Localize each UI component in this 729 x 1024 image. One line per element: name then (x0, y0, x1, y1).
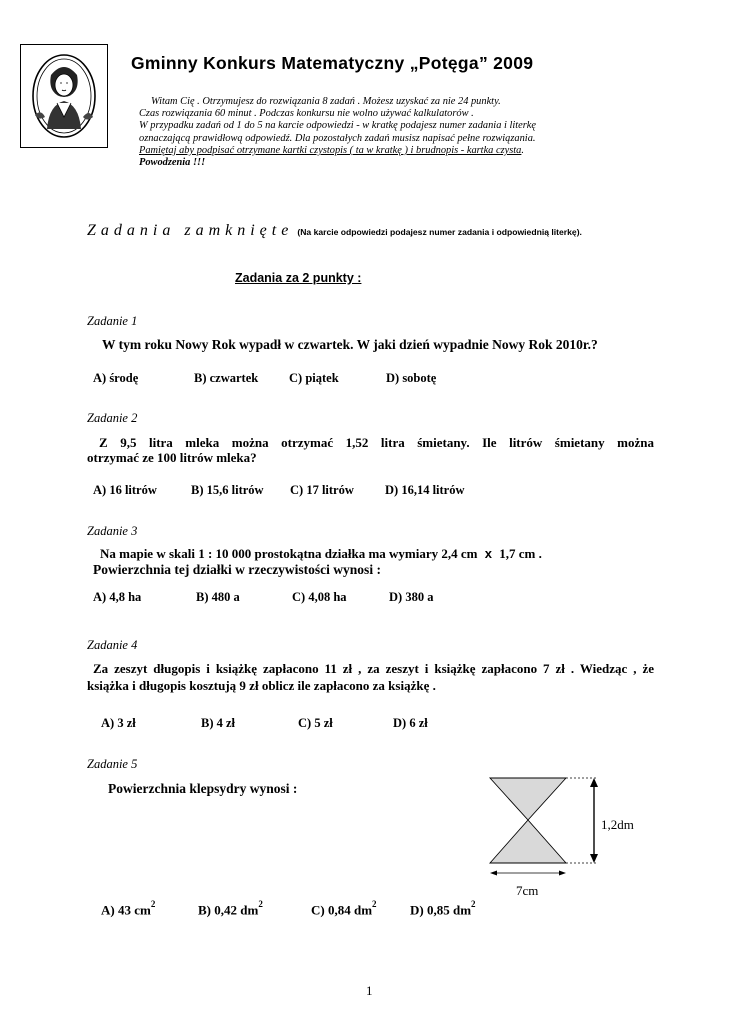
intro-line-2: Czas rozwiązania 60 minut . Podczas konkursu nie wolno używać kalkulatorów . (139, 108, 474, 120)
task-5-answer-b (198, 901, 263, 918)
task-4-label: Zadanie 4 (87, 638, 138, 652)
task-2-answer-a: A) 16 litrów (93, 483, 157, 497)
task-5-answer-c-text: C) 0,84 dm (311, 902, 373, 918)
task-1-question: W tym roku Nowy Rok wypadł w czwartek. W jaki dzień wypadnie Nowy Rok 2010r.? (102, 337, 598, 352)
task-5-answer-b-text: B) 0,42 dm (198, 902, 259, 918)
portrait-medallion-icon (21, 45, 107, 147)
closed-tasks-heading (87, 222, 582, 240)
task-1-answer-b: B) czwartek (194, 371, 259, 385)
intro-text (139, 96, 536, 169)
task-4-answer-b: B) 4 zł (201, 716, 236, 730)
task-5-answer-c (311, 901, 377, 918)
task-3-answer-a: A) 4,8 ha (93, 590, 142, 604)
section-heading: Zadania za 2 punkty : (235, 271, 362, 285)
task-2-label: Zadanie 2 (87, 411, 138, 425)
intro-line-4: oznaczającą prawidłową odpowiedź. Dla pozostałych zadań musisz napisać pełne rozwiązania. (139, 132, 536, 144)
intro-good-luck: Powodzenia !!! (139, 157, 206, 169)
task-1-answers (93, 371, 493, 387)
task-2-answer-c: C) 17 litrów (290, 483, 354, 497)
width-label: 7cm (516, 883, 539, 898)
intro-reminder-end: . (521, 144, 524, 156)
task-3-question-text: Na mapie w skali 1 : 10 000 prostokątna działka ma wymiary 2,4 cm (100, 546, 478, 561)
closed-tasks-note: (Na karcie odpowiedzi podajesz numer zadania i odpowiednią literkę). (297, 227, 582, 237)
task-3-answer-d: D) 380 a (389, 590, 434, 604)
hourglass-shape (490, 778, 566, 863)
task-1-label: Zadanie 1 (87, 314, 138, 328)
task-3-answer-b: B) 480 a (196, 590, 240, 604)
task-5-answer-d (410, 901, 476, 918)
contest-title: Gminny Konkurs Matematyczny „Potęga” 2009 (131, 53, 534, 73)
task-4-question-line-2: książka i długopis kosztują 9 zł oblicz ile zapłacono za książkę . (87, 678, 436, 693)
task-3-answers (93, 590, 493, 606)
task-2-answers (93, 483, 493, 499)
intro-line-3: W przypadku zadań od 1 do 5 na karcie odpowiedzi - w kratkę podajesz numer zadania i literkę (139, 120, 537, 132)
task-4-question-line-1: Za zeszyt długopis i książkę zapłacono 11 zł , za zeszyt i książkę zapłacono 7 zł . Wiedząc , że (93, 661, 654, 676)
intro-reminder: Pamiętaj aby podpisać otrzymane kartki czystopis ( ta w kratkę ) i brudnopis - kartka czysta (139, 144, 522, 156)
task-5-answer-d-text: D) 0,85 dm (410, 902, 472, 918)
task-1-answer-d: D) sobotę (386, 371, 437, 385)
task-5-answer-d-sup: 2 (471, 899, 476, 909)
task-5-question: Powierzchnia klepsydry wynosi : (108, 781, 298, 796)
task-3-question-text-end: 1,7 cm . (499, 546, 542, 561)
task-4-answers (101, 716, 501, 732)
task-3-answer-c: C) 4,08 ha (292, 590, 347, 604)
task-2-answer-d: D) 16,14 litrów (385, 483, 465, 497)
portrait-logo (20, 44, 108, 148)
task-3-times-sign: x (484, 546, 492, 561)
task-4-answer-c: C) 5 zł (298, 716, 333, 730)
task-5-answer-a-sup: 2 (150, 899, 156, 909)
page-number: 1 (366, 983, 373, 998)
task-1-answer-a: A) środę (93, 371, 139, 385)
task-5-answer-a-text: A) 43 cm (101, 902, 151, 918)
height-label: 1,2dm (601, 817, 634, 832)
hourglass-diagram (480, 770, 650, 900)
task-5-answer-c-sup: 2 (372, 899, 377, 909)
intro-line-1: Witam Cię . Otrzymujesz do rozwiązania 8 zadań . Możesz uzyskać za nie 24 punkty. (151, 96, 501, 107)
task-1-answer-c: C) piątek (289, 371, 339, 385)
task-3-question-line-1 (100, 546, 542, 562)
task-5-answers (101, 901, 521, 919)
task-3-label: Zadanie 3 (87, 524, 138, 538)
task-2-question-line-1: Z 9,5 litra mleka można otrzymać 1,52 litra śmietany. Ile litrów śmietany można (99, 435, 654, 450)
task-5-answer-a (101, 901, 155, 918)
intro-line-5 (139, 145, 536, 157)
task-2-answer-b: B) 15,6 litrów (191, 483, 264, 497)
task-2-question-line-2: otrzymać ze 100 litrów mleka? (87, 450, 257, 465)
task-3-question-line-2: Powierzchnia tej działki w rzeczywistości wynosi : (93, 562, 381, 577)
task-4-answer-a: A) 3 zł (101, 716, 136, 730)
task-5-label: Zadanie 5 (87, 757, 138, 771)
closed-tasks-title: Zadania zamknięte (87, 222, 294, 239)
task-4-answer-d: D) 6 zł (393, 716, 428, 730)
task-5-answer-b-sup: 2 (258, 899, 263, 909)
hourglass-figure (480, 770, 650, 900)
